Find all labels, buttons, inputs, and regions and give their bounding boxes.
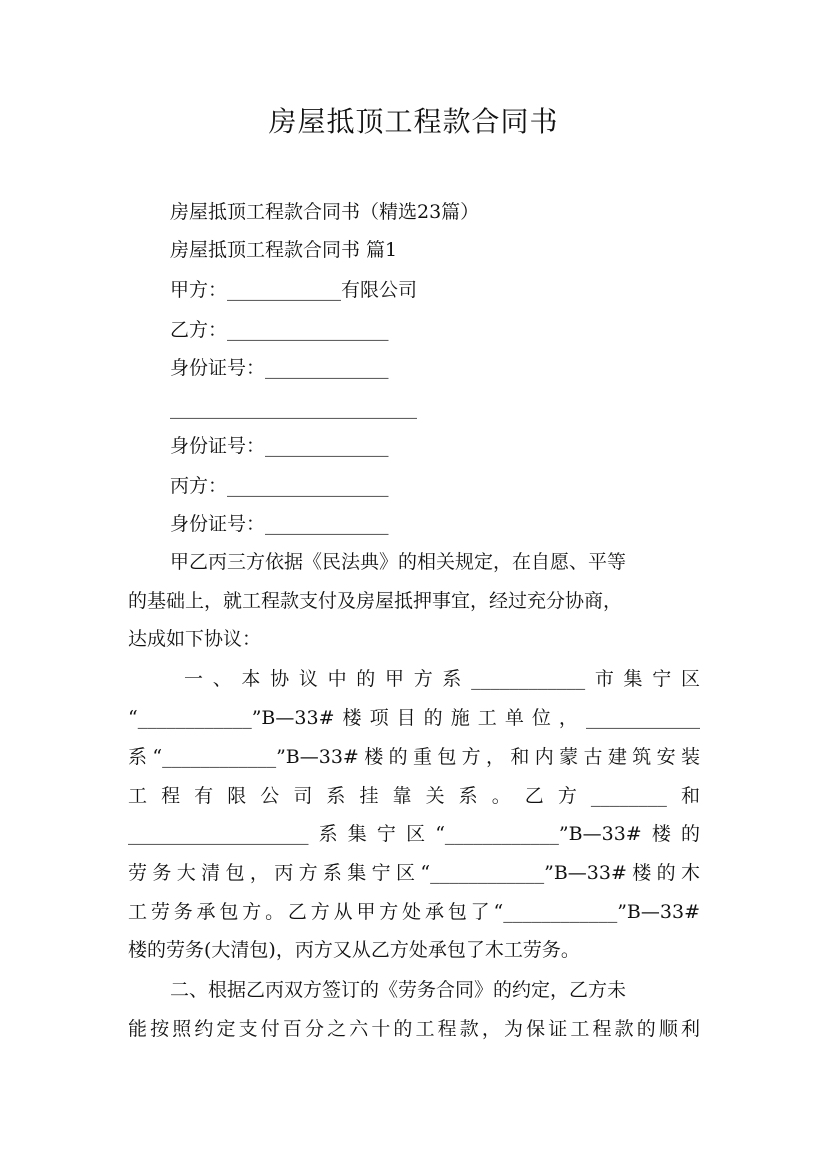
party-b-line: 乙方：_________________ (170, 319, 389, 341)
clause-one-line: 工劳务承包方。乙方从甲方处承包了“____________”B—33# (128, 901, 700, 923)
id-line-2: 身份证号：_____________ (170, 435, 389, 457)
clause-one-line: “____________”B—33#楼项目的施工单位，____________ (128, 707, 700, 729)
clause-one-line: ___________________系集宁区“____________”B—33#楼的 (128, 823, 700, 845)
party-c-id-line: 身份证号：_____________ (170, 513, 389, 535)
party-a-line: 甲方：____________有限公司 (170, 279, 418, 301)
document-title: 房屋抵顶工程款合同书 (268, 105, 559, 138)
subtitle-line: 房屋抵顶工程款合同书（精选23篇） (170, 201, 480, 223)
clause-one-line: 楼的劳务(大清包)，丙方又从乙方处承包了木工劳务。 (128, 939, 580, 961)
paragraph-line: 的基础上，就工程款支付及房屋抵押事宜，经过充分协商， (128, 590, 623, 612)
clause-one-line: 一、本协议中的甲方系____________市集宁区 (184, 668, 700, 690)
section-heading: 房屋抵顶工程款合同书 篇1 (170, 239, 398, 261)
paragraph-line: 达成如下协议： (128, 628, 262, 650)
clause-one-line: 劳务大清包，丙方系集宁区“____________”B—33#楼的木 (128, 862, 700, 884)
paragraph-line: 甲乙丙三方依据《民法典》的相关规定，在自愿、平等 (170, 551, 627, 573)
blank-line: __________________________ (170, 397, 417, 419)
clause-one-line: 工程有限公司系挂靠关系。乙方________和 (128, 785, 700, 807)
clause-two-line: 二、根据乙丙双方签订的《劳务合同》的约定，乙方未 (170, 979, 627, 1001)
party-b-id-line: 身份证号：_____________ (170, 357, 389, 379)
party-c-line: 丙方：_________________ (170, 475, 389, 497)
clause-two-line: 能按照约定支付百分之六十的工程款，为保证工程款的顺利 (128, 1018, 700, 1040)
clause-one-line: 系“____________”B—33#楼的重包方，和内蒙古建筑安装 (128, 746, 700, 768)
